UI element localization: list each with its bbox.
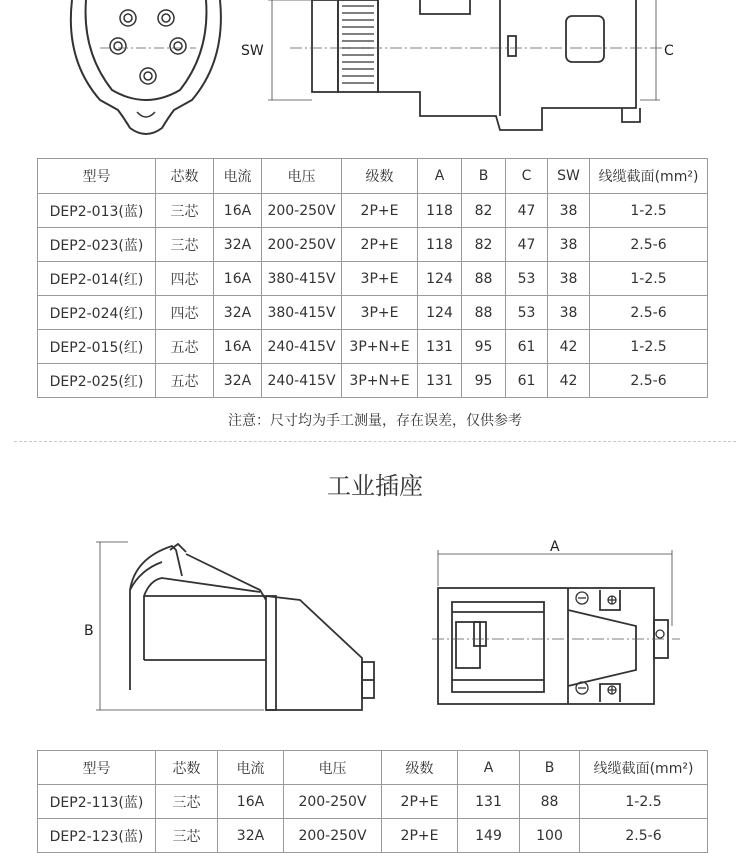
header-cell: 芯数 <box>156 159 214 194</box>
section-title: 工业插座 <box>327 472 423 500</box>
plug-front-view <box>71 0 221 134</box>
table-cell: 240-415V <box>262 330 342 364</box>
table-cell: 32A <box>214 228 262 262</box>
table-cell: 380-415V <box>262 262 342 296</box>
table-cell: 61 <box>506 330 548 364</box>
table-cell: 38 <box>548 228 590 262</box>
table-cell: 16A <box>218 785 284 819</box>
table-cell: 1-2.5 <box>580 785 708 819</box>
table-cell: 2P+E <box>342 228 418 262</box>
plug-drawing <box>0 0 750 160</box>
table-cell: 3P+N+E <box>342 330 418 364</box>
header-cell: SW <box>548 159 590 194</box>
header-cell: 型号 <box>38 751 156 785</box>
table-row <box>38 228 708 262</box>
table-cell: 200-250V <box>284 819 382 853</box>
table-cell: 38 <box>548 262 590 296</box>
plug-pin-holes <box>110 10 186 84</box>
table-cell: 200-250V <box>262 194 342 228</box>
table-row <box>38 296 708 330</box>
table-cell: 95 <box>462 330 506 364</box>
table-cell: 88 <box>462 296 506 330</box>
header-cell: 型号 <box>38 159 156 194</box>
table-cell: 3P+E <box>342 296 418 330</box>
table-cell: DEP2-013(蓝) <box>38 194 156 228</box>
sw-dimension <box>268 0 312 100</box>
table-cell: 200-250V <box>262 228 342 262</box>
table-cell: 1-2.5 <box>590 194 708 228</box>
table-cell: DEP2-123(蓝) <box>38 819 156 853</box>
table-cell: 118 <box>418 194 462 228</box>
table-cell: 1-2.5 <box>590 262 708 296</box>
table-cell: 1-2.5 <box>590 330 708 364</box>
table-cell: 16A <box>214 194 262 228</box>
table-cell: 240-415V <box>262 364 342 398</box>
plug-grip-ridges <box>342 6 374 83</box>
header-cell: 电压 <box>262 159 342 194</box>
table-cell: 2P+E <box>382 785 458 819</box>
plug-table-header <box>38 159 708 194</box>
table-cell: 61 <box>506 364 548 398</box>
table-cell: 149 <box>458 819 520 853</box>
table-cell: 2.5-6 <box>580 819 708 853</box>
table-cell: 三芯 <box>156 194 214 228</box>
table-row <box>38 194 708 228</box>
table-cell: 53 <box>506 296 548 330</box>
header-cell: B <box>520 751 580 785</box>
table-cell: 124 <box>418 296 462 330</box>
table-cell: DEP2-015(红) <box>38 330 156 364</box>
header-cell: 电流 <box>214 159 262 194</box>
table-cell: 131 <box>418 364 462 398</box>
section-divider <box>14 441 736 442</box>
table-row <box>38 330 708 364</box>
table-cell: 四芯 <box>156 262 214 296</box>
table-cell: 2.5-6 <box>590 296 708 330</box>
table-cell: 47 <box>506 194 548 228</box>
table-cell: 16A <box>214 330 262 364</box>
table-cell: 四芯 <box>156 296 214 330</box>
socket-table-header <box>38 751 708 785</box>
header-cell: A <box>418 159 462 194</box>
b-label: B <box>84 623 94 639</box>
c-label: C <box>664 43 674 59</box>
c-dimension <box>640 0 660 100</box>
table-cell: 2P+E <box>342 194 418 228</box>
table-cell: 131 <box>458 785 520 819</box>
header-cell: 电流 <box>218 751 284 785</box>
header-cell: B <box>462 159 506 194</box>
header-cell: 级数 <box>342 159 418 194</box>
table-cell: 2.5-6 <box>590 364 708 398</box>
header-cell: 芯数 <box>156 751 218 785</box>
table-cell: 88 <box>462 262 506 296</box>
plug-spec-table <box>37 158 708 398</box>
table-cell: 100 <box>520 819 580 853</box>
table-cell: 五芯 <box>156 364 214 398</box>
table-row <box>38 819 708 853</box>
table-cell: 38 <box>548 194 590 228</box>
table-cell: 42 <box>548 364 590 398</box>
table-cell: 380-415V <box>262 296 342 330</box>
table-cell: DEP2-014(红) <box>38 262 156 296</box>
table-cell: 42 <box>548 330 590 364</box>
table-cell: 三芯 <box>156 785 218 819</box>
table-cell: 16A <box>214 262 262 296</box>
table-cell: 32A <box>214 364 262 398</box>
table-cell: 2.5-6 <box>590 228 708 262</box>
sw-label: SW <box>241 43 264 59</box>
table-row <box>38 364 708 398</box>
table-cell: 82 <box>462 194 506 228</box>
table-cell: 95 <box>462 364 506 398</box>
header-cell: 线缆截面(mm²) <box>580 751 708 785</box>
table-row <box>38 785 708 819</box>
table-cell: 124 <box>418 262 462 296</box>
table-cell: 3P+N+E <box>342 364 418 398</box>
socket-side-view <box>130 544 374 710</box>
table-cell: DEP2-023(蓝) <box>38 228 156 262</box>
socket-top-view <box>438 588 668 704</box>
table-cell: DEP2-025(红) <box>38 364 156 398</box>
table-cell: 2P+E <box>382 819 458 853</box>
table-cell: 200-250V <box>284 785 382 819</box>
table-cell: 32A <box>214 296 262 330</box>
header-cell: A <box>458 751 520 785</box>
table-cell: 88 <box>520 785 580 819</box>
table-cell: 五芯 <box>156 330 214 364</box>
socket-drawing <box>0 530 750 750</box>
table-cell: 38 <box>548 296 590 330</box>
header-cell: 电压 <box>284 751 382 785</box>
table-cell: 三芯 <box>156 228 214 262</box>
measurement-note: 注意：尺寸均为手工测量，存在误差，仅供参考 <box>228 413 522 429</box>
table-cell: 118 <box>418 228 462 262</box>
header-cell: 线缆截面(mm²) <box>590 159 708 194</box>
table-cell: 32A <box>218 819 284 853</box>
table-cell: 47 <box>506 228 548 262</box>
header-cell: C <box>506 159 548 194</box>
table-cell: 3P+E <box>342 262 418 296</box>
table-cell: 53 <box>506 262 548 296</box>
table-cell: 131 <box>418 330 462 364</box>
socket-spec-table <box>37 750 708 853</box>
table-row <box>38 262 708 296</box>
a-label: A <box>550 539 560 555</box>
table-cell: DEP2-024(红) <box>38 296 156 330</box>
table-cell: 三芯 <box>156 819 218 853</box>
header-cell: 级数 <box>382 751 458 785</box>
table-cell: 82 <box>462 228 506 262</box>
table-cell: DEP2-113(蓝) <box>38 785 156 819</box>
